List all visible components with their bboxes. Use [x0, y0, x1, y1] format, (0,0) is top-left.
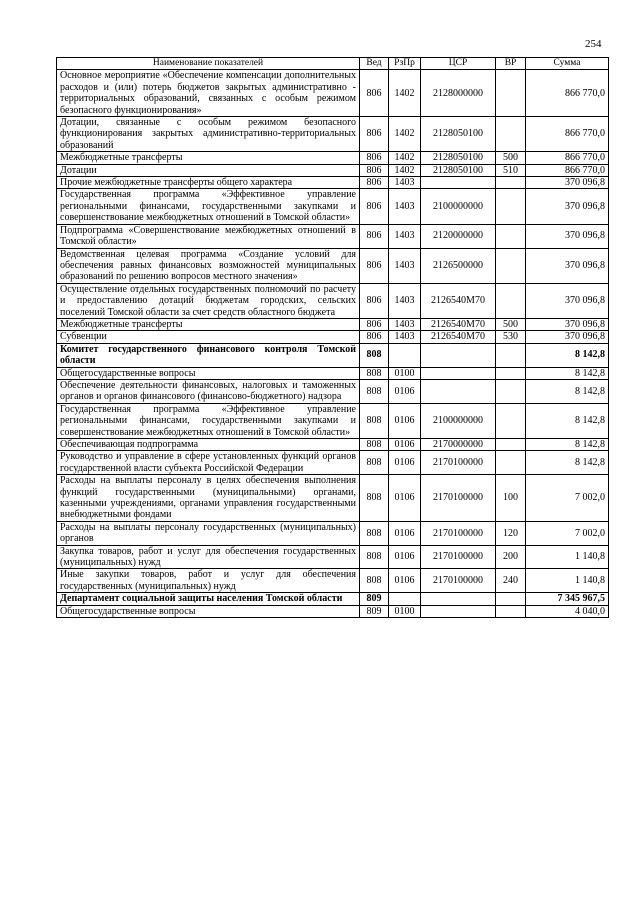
table-row — [57, 117, 609, 152]
cell-rzpr: 1403 — [389, 248, 421, 283]
cell-vr — [496, 379, 526, 403]
header-sum: Сумма — [526, 58, 609, 70]
table-row — [57, 593, 609, 605]
table-row — [57, 343, 609, 367]
table-header-row — [57, 58, 609, 70]
header-ved: Вед — [360, 58, 389, 70]
table-row — [57, 189, 609, 224]
cell-rzpr: 1402 — [389, 152, 421, 164]
cell-sum: 8 142,8 — [526, 439, 609, 451]
cell-csr: 2128050100 — [421, 152, 496, 164]
table-row — [57, 152, 609, 164]
table-row — [57, 318, 609, 330]
cell-name: Прочие межбюджетные трансферты общего характера — [57, 177, 360, 189]
cell-vr: 240 — [496, 569, 526, 593]
cell-csr: 2170000000 — [421, 439, 496, 451]
cell-csr: 2170100000 — [421, 475, 496, 522]
cell-rzpr: 0106 — [389, 545, 421, 569]
cell-sum: 866 770,0 — [526, 117, 609, 152]
cell-sum: 370 096,8 — [526, 224, 609, 248]
cell-vr: 500 — [496, 318, 526, 330]
cell-vr: 200 — [496, 545, 526, 569]
cell-csr: 2128000000 — [421, 70, 496, 117]
cell-csr — [421, 379, 496, 403]
cell-rzpr: 0106 — [389, 403, 421, 438]
table-row — [57, 177, 609, 189]
cell-csr: 2170100000 — [421, 451, 496, 475]
cell-rzpr: 1402 — [389, 70, 421, 117]
cell-csr: 2170100000 — [421, 569, 496, 593]
cell-ved: 808 — [360, 343, 389, 367]
cell-vr — [496, 248, 526, 283]
cell-csr: 2126540М70 — [421, 283, 496, 318]
cell-sum: 866 770,0 — [526, 70, 609, 117]
cell-rzpr: 1403 — [389, 177, 421, 189]
cell-rzpr: 1403 — [389, 189, 421, 224]
table-row — [57, 605, 609, 617]
budget-table — [56, 57, 609, 618]
table-row — [57, 224, 609, 248]
cell-ved: 806 — [360, 117, 389, 152]
cell-csr: 2100000000 — [421, 189, 496, 224]
cell-vr — [496, 367, 526, 379]
cell-sum: 866 770,0 — [526, 152, 609, 164]
cell-name: Иные закупки товаров, работ и услуг для обеспечения государственных (муниципальных) нужд — [57, 569, 360, 593]
table-row — [57, 70, 609, 117]
cell-name: Государственная программа «Эффективное управление региональными финансами, государственными закупками и совершенствование межбюджетных отношений в Томской области» — [57, 189, 360, 224]
cell-name: Обеспечение деятельности финансовых, налоговых и таможенных органов и органов финансового (финансово-бюджетного) надзора — [57, 379, 360, 403]
cell-name: Дотации, связанные с особым режимом безопасного функционирования закрытых административно-территориальных образований — [57, 117, 360, 152]
cell-sum: 8 142,8 — [526, 343, 609, 367]
cell-csr: 2128050100 — [421, 164, 496, 176]
cell-name: Департамент социальной защиты населения Томской области — [57, 593, 360, 605]
cell-ved: 808 — [360, 379, 389, 403]
cell-name: Субвенции — [57, 331, 360, 343]
cell-vr — [496, 403, 526, 438]
cell-ved: 806 — [360, 152, 389, 164]
cell-name: Комитет государственного финансового контроля Томской области — [57, 343, 360, 367]
cell-rzpr: 1402 — [389, 117, 421, 152]
cell-sum: 8 142,8 — [526, 403, 609, 438]
cell-name: Закупка товаров, работ и услуг для обеспечения государственных (муниципальных) нужд — [57, 545, 360, 569]
cell-name: Основное мероприятие «Обеспечение компенсации дополнительных расходов и (или) потерь бюджетов закрытых административно - территориальных образований, связанных с особым режимом безопасного функционирования» — [57, 70, 360, 117]
cell-ved: 806 — [360, 224, 389, 248]
table-row — [57, 451, 609, 475]
cell-ved: 806 — [360, 331, 389, 343]
cell-csr: 2128050100 — [421, 117, 496, 152]
cell-sum: 1 140,8 — [526, 569, 609, 593]
cell-csr: 2126540М70 — [421, 331, 496, 343]
cell-ved: 808 — [360, 475, 389, 522]
cell-sum: 866 770,0 — [526, 164, 609, 176]
cell-ved: 808 — [360, 439, 389, 451]
cell-sum: 7 345 967,5 — [526, 593, 609, 605]
cell-rzpr: 1403 — [389, 331, 421, 343]
cell-vr — [496, 189, 526, 224]
cell-vr — [496, 439, 526, 451]
table-row — [57, 569, 609, 593]
cell-vr — [496, 593, 526, 605]
cell-vr: 120 — [496, 521, 526, 545]
cell-name: Государственная программа «Эффективное управление региональными финансами, государственными закупками и совершенствование межбюджетных отношений в Томской области» — [57, 403, 360, 438]
cell-csr: 2126500000 — [421, 248, 496, 283]
cell-ved: 808 — [360, 569, 389, 593]
cell-rzpr: 0106 — [389, 379, 421, 403]
cell-name: Межбюджетные трансферты — [57, 318, 360, 330]
table-row — [57, 248, 609, 283]
cell-rzpr — [389, 593, 421, 605]
cell-name: Расходы на выплаты персоналу в целях обеспечения выполнения функций государственными (муниципальными) органами, казенными учреждениями, органами управления государственными внебюджетными фондами — [57, 475, 360, 522]
cell-rzpr: 1403 — [389, 224, 421, 248]
header-rzpr: РзПр — [389, 58, 421, 70]
cell-name: Ведомственная целевая программа «Создание условий для обеспечения равных финансовых возможностей муниципальных образований по решению вопросов местного значения» — [57, 248, 360, 283]
cell-rzpr: 0106 — [389, 521, 421, 545]
cell-ved: 806 — [360, 177, 389, 189]
cell-sum: 370 096,8 — [526, 177, 609, 189]
table-body — [57, 70, 609, 618]
cell-rzpr: 0106 — [389, 439, 421, 451]
cell-sum: 370 096,8 — [526, 318, 609, 330]
cell-sum: 370 096,8 — [526, 331, 609, 343]
cell-sum: 7 002,0 — [526, 521, 609, 545]
cell-rzpr — [389, 343, 421, 367]
cell-csr — [421, 605, 496, 617]
cell-rzpr: 1403 — [389, 318, 421, 330]
cell-sum: 370 096,8 — [526, 189, 609, 224]
cell-ved: 808 — [360, 545, 389, 569]
cell-csr: 2100000000 — [421, 403, 496, 438]
cell-csr — [421, 177, 496, 189]
cell-vr — [496, 117, 526, 152]
cell-sum: 370 096,8 — [526, 248, 609, 283]
cell-csr: 2170100000 — [421, 521, 496, 545]
cell-vr — [496, 605, 526, 617]
cell-ved: 806 — [360, 283, 389, 318]
cell-rzpr: 0106 — [389, 451, 421, 475]
cell-rzpr: 0100 — [389, 605, 421, 617]
table-row — [57, 475, 609, 522]
cell-name: Общегосударственные вопросы — [57, 605, 360, 617]
cell-ved: 809 — [360, 605, 389, 617]
cell-rzpr: 0106 — [389, 569, 421, 593]
cell-rzpr: 0106 — [389, 475, 421, 522]
cell-name: Подпрограмма «Совершенствование межбюджетных отношений в Томской области» — [57, 224, 360, 248]
cell-ved: 808 — [360, 451, 389, 475]
table-row — [57, 367, 609, 379]
table-row — [57, 331, 609, 343]
cell-csr: 2126540М70 — [421, 318, 496, 330]
cell-rzpr: 1403 — [389, 283, 421, 318]
cell-ved: 808 — [360, 367, 389, 379]
cell-name: Осуществление отдельных государственных полномочий по расчету и предоставлению дотаций бюджетам городских, сельских поселений Томской области за счет средств областного бюджета — [57, 283, 360, 318]
cell-sum: 4 040,0 — [526, 605, 609, 617]
header-name: Наименование показателей — [57, 58, 360, 70]
cell-sum: 8 142,8 — [526, 451, 609, 475]
table-row — [57, 283, 609, 318]
cell-ved: 806 — [360, 318, 389, 330]
cell-csr — [421, 367, 496, 379]
cell-vr — [496, 283, 526, 318]
cell-ved: 806 — [360, 189, 389, 224]
cell-vr: 530 — [496, 331, 526, 343]
cell-vr — [496, 177, 526, 189]
cell-csr: 2170100000 — [421, 545, 496, 569]
cell-name: Общегосударственные вопросы — [57, 367, 360, 379]
cell-rzpr: 0100 — [389, 367, 421, 379]
cell-csr: 2120000000 — [421, 224, 496, 248]
cell-ved: 808 — [360, 521, 389, 545]
cell-vr — [496, 451, 526, 475]
cell-name: Обеспечивающая подпрограмма — [57, 439, 360, 451]
cell-name: Расходы на выплаты персоналу государственных (муниципальных) органов — [57, 521, 360, 545]
cell-csr — [421, 343, 496, 367]
cell-ved: 806 — [360, 70, 389, 117]
table-row — [57, 379, 609, 403]
table-row — [57, 439, 609, 451]
header-vr: ВР — [496, 58, 526, 70]
cell-rzpr: 1402 — [389, 164, 421, 176]
cell-vr: 100 — [496, 475, 526, 522]
cell-sum: 1 140,8 — [526, 545, 609, 569]
table-row — [57, 164, 609, 176]
cell-vr — [496, 70, 526, 117]
cell-ved: 806 — [360, 164, 389, 176]
cell-name: Руководство и управление в сфере установленных функций органов государственной власти субъекта Российской Федерации — [57, 451, 360, 475]
cell-vr: 510 — [496, 164, 526, 176]
cell-sum: 8 142,8 — [526, 379, 609, 403]
cell-sum: 7 002,0 — [526, 475, 609, 522]
header-csr: ЦСР — [421, 58, 496, 70]
cell-name: Дотации — [57, 164, 360, 176]
table-row — [57, 403, 609, 438]
cell-name: Межбюджетные трансферты — [57, 152, 360, 164]
table-row — [57, 545, 609, 569]
cell-sum: 370 096,8 — [526, 283, 609, 318]
cell-ved: 809 — [360, 593, 389, 605]
cell-vr: 500 — [496, 152, 526, 164]
cell-vr — [496, 343, 526, 367]
table-row — [57, 521, 609, 545]
cell-csr — [421, 593, 496, 605]
page-number: 254 — [585, 38, 602, 50]
cell-ved: 806 — [360, 248, 389, 283]
cell-sum: 8 142,8 — [526, 367, 609, 379]
cell-vr — [496, 224, 526, 248]
cell-ved: 808 — [360, 403, 389, 438]
